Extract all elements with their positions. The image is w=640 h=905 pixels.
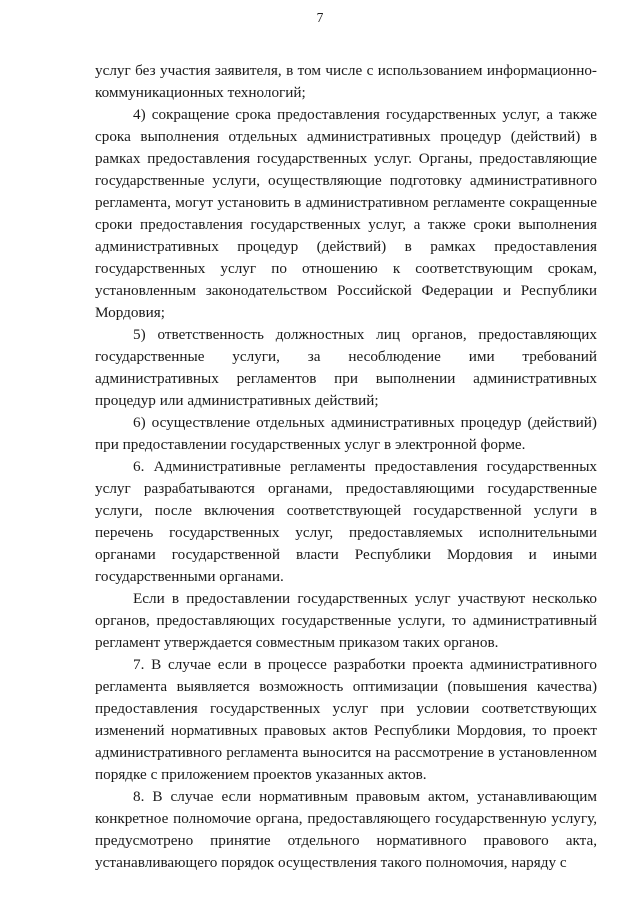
paragraph: Если в предоставлении государственных услуг участвуют несколько органов, предоставляющих государственные услуги, то административный регламент утверждается совместным приказом таких органов. <box>95 590 597 651</box>
paragraph: 6. Административные регламенты предоставления государственных услуг разрабатываются органами, предоставляющими государственные услуги, после включения соответствующей государственной услуги в перечень государственных услуг, предоставляемых исполнительными органами государственной власти Республики Мордовия и иными государственными органами. <box>95 458 597 585</box>
paragraph: 8. В случае если нормативным правовым актом, устанавливающим конкретное полномочие органа, предоставляющего государственную услугу, предусмотрено принятие отдельного нормативного правового акта, устанавливающего порядок осуществления такого полномочия, наряду с <box>95 788 597 871</box>
paragraph: 7. В случае если в процессе разработки проекта административного регламента выявляется возможность оптимизации (повышения качества) предоставления государственных услуг при условии соответствующих изменений нормативных правовых актов Республики Мордовия, то проект административного регламента выносится на рассмотрение в установленном порядке с приложением проектов указанных актов. <box>95 656 597 783</box>
paragraph: 4) сокращение срока предоставления государственных услуг, а также срока выполнения отдельных административных процедур (действий) в рамках предоставления государственных услуг. Органы, предоставляющие государственные услуги, осуществляющие подготовку административного регламента, могут установить в административном регламенте сокращенные сроки предоставления государственных услуг, а также сроки выполнения административных процедур (действий) в рамках предоставления государственных услуг по отношению к соответствующим срокам, установленным законодательством Российской Федерации и Республики Мордовия; <box>95 106 597 321</box>
paragraph: 5) ответственность должностных лиц органов, предоставляющих государственные услуги, за несоблюдение ими требований административных регламентов при выполнении административных процедур или административных действий; <box>95 326 597 409</box>
page-number: 7 <box>316 10 324 25</box>
paragraph: услуг без участия заявителя, в том числе с использованием информационно-коммуникационных технологий; <box>95 62 597 101</box>
paragraph: 6) осуществление отдельных административных процедур (действий) при предоставлении государственных услуг в электронной форме. <box>95 414 597 453</box>
document-body <box>95 60 597 874</box>
